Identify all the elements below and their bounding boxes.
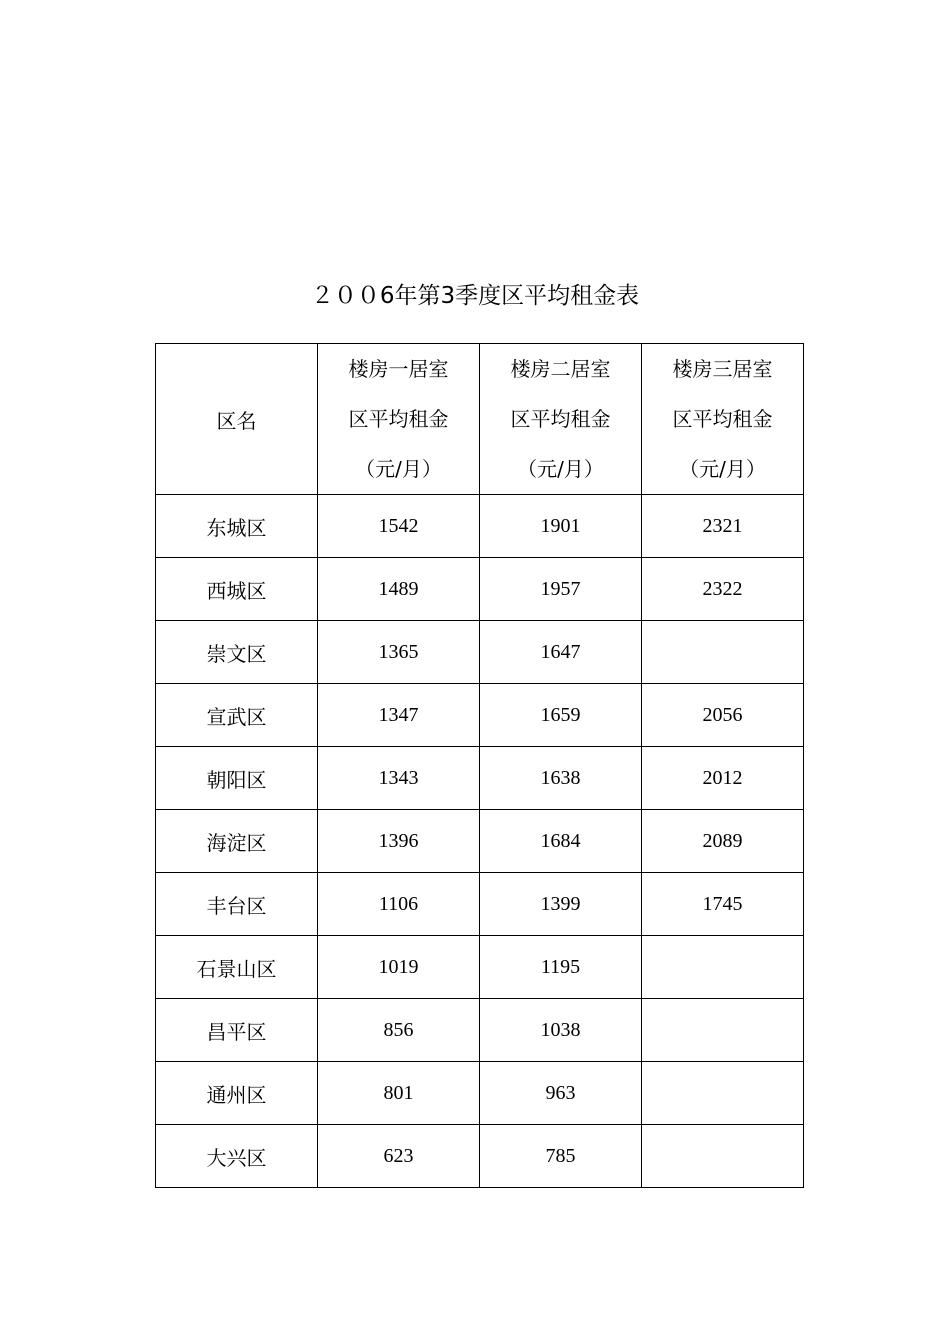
three-bedroom-rent-cell (642, 999, 804, 1062)
two-bedroom-rent-cell: 785 (480, 1125, 642, 1188)
page-title: ２００6年第3季度区平均租金表 (310, 283, 640, 309)
two-bedroom-rent-cell: 1647 (480, 621, 642, 684)
district-cell: 宣武区 (156, 684, 318, 747)
header-one-bedroom-line-2: 区平均租金 (348, 407, 449, 431)
one-bedroom-rent-cell: 1396 (318, 810, 480, 873)
one-bedroom-rent-cell: 1542 (318, 495, 480, 558)
three-bedroom-rent-cell (642, 1125, 804, 1188)
three-bedroom-rent-cell (642, 936, 804, 999)
one-bedroom-rent-cell: 1489 (318, 558, 480, 621)
one-bedroom-rent-cell: 1347 (318, 684, 480, 747)
header-three-bedroom-line-3: （元/月） (679, 457, 766, 481)
table-row (156, 1125, 804, 1188)
header-one-bedroom (318, 344, 480, 495)
table-row (156, 747, 804, 810)
header-three-bedroom-line-2: 区平均租金 (672, 407, 773, 431)
header-one-bedroom-line-3: （元/月） (355, 457, 442, 481)
two-bedroom-rent-cell: 1901 (480, 495, 642, 558)
district-cell: 崇文区 (156, 621, 318, 684)
district-cell: 朝阳区 (156, 747, 318, 810)
one-bedroom-rent-cell: 1343 (318, 747, 480, 810)
two-bedroom-rent-cell: 963 (480, 1062, 642, 1125)
district-cell: 石景山区 (156, 936, 318, 999)
two-bedroom-rent-cell: 1195 (480, 936, 642, 999)
table-row (156, 558, 804, 621)
table-row (156, 1062, 804, 1125)
district-cell: 昌平区 (156, 999, 318, 1062)
one-bedroom-rent-cell: 801 (318, 1062, 480, 1125)
header-two-bedroom-line-2: 区平均租金 (510, 407, 611, 431)
header-one-bedroom-line-1: 楼房一居室 (348, 357, 449, 381)
district-cell: 通州区 (156, 1062, 318, 1125)
district-cell: 西城区 (156, 558, 318, 621)
table-row (156, 810, 804, 873)
header-two-bedroom-line-3: （元/月） (517, 457, 604, 481)
header-district-label: 区名 (216, 408, 257, 433)
three-bedroom-rent-cell (642, 621, 804, 684)
district-cell: 大兴区 (156, 1125, 318, 1188)
two-bedroom-rent-cell: 1638 (480, 747, 642, 810)
header-two-bedroom-line-1: 楼房二居室 (510, 357, 611, 381)
table-header-row (156, 344, 804, 495)
three-bedroom-rent-cell: 2321 (642, 495, 804, 558)
three-bedroom-rent-cell: 2089 (642, 810, 804, 873)
table-row (156, 495, 804, 558)
header-three-bedroom (642, 344, 804, 495)
one-bedroom-rent-cell: 1019 (318, 936, 480, 999)
district-cell: 东城区 (156, 495, 318, 558)
one-bedroom-rent-cell: 856 (318, 999, 480, 1062)
table-row (156, 873, 804, 936)
district-cell: 丰台区 (156, 873, 318, 936)
two-bedroom-rent-cell: 1038 (480, 999, 642, 1062)
two-bedroom-rent-cell: 1659 (480, 684, 642, 747)
three-bedroom-rent-cell (642, 1062, 804, 1125)
header-two-bedroom (480, 344, 642, 495)
two-bedroom-rent-cell: 1684 (480, 810, 642, 873)
two-bedroom-rent-cell: 1957 (480, 558, 642, 621)
district-cell: 海淀区 (156, 810, 318, 873)
three-bedroom-rent-cell: 2012 (642, 747, 804, 810)
one-bedroom-rent-cell: 623 (318, 1125, 480, 1188)
three-bedroom-rent-cell: 1745 (642, 873, 804, 936)
table-row (156, 999, 804, 1062)
header-district (156, 344, 318, 495)
table-row (156, 621, 804, 684)
two-bedroom-rent-cell: 1399 (480, 873, 642, 936)
rent-table (155, 343, 804, 1188)
three-bedroom-rent-cell: 2056 (642, 684, 804, 747)
one-bedroom-rent-cell: 1365 (318, 621, 480, 684)
one-bedroom-rent-cell: 1106 (318, 873, 480, 936)
three-bedroom-rent-cell: 2322 (642, 558, 804, 621)
table-row (156, 936, 804, 999)
table-row (156, 684, 804, 747)
header-three-bedroom-line-1: 楼房三居室 (672, 357, 773, 381)
